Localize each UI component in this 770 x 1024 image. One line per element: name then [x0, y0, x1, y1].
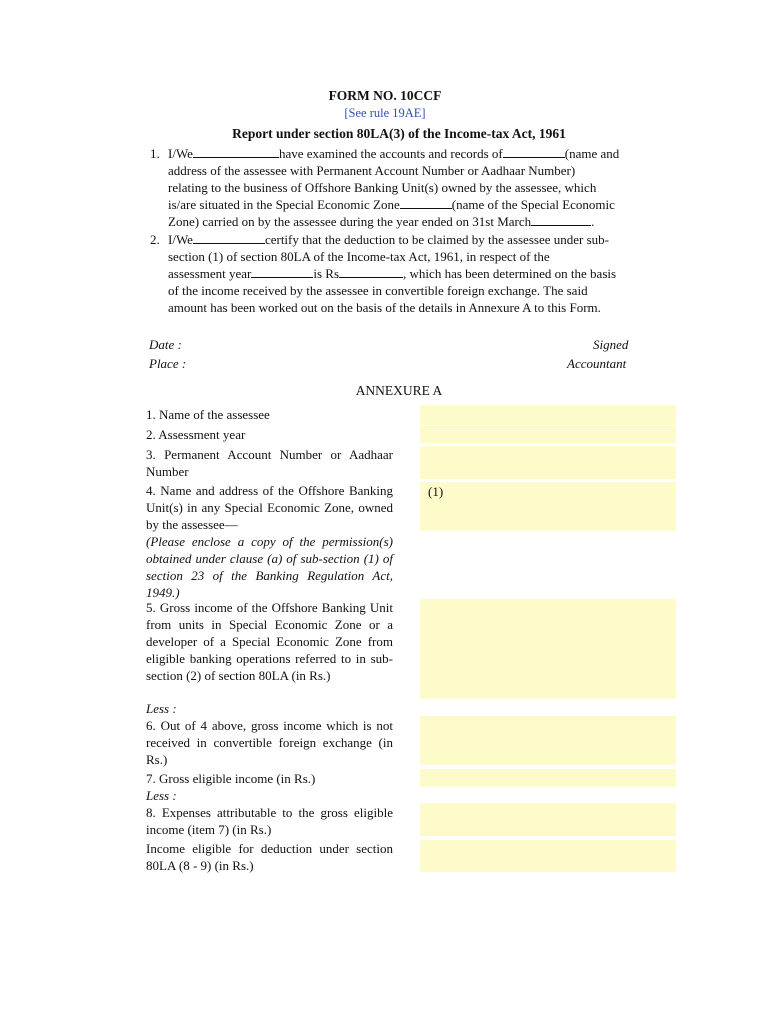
annexure-item-5-label: 5. Gross income of the Offshore Banking Unit from units in Special Economic Zone or a developer of a Special Economic Zone from eligible banking operations referred to in sub-section (2) of section 80LA (in Rs.) — [146, 600, 393, 683]
assessment-year-blank[interactable] — [251, 265, 313, 278]
declaration-text: is/are situated in the Special Economic Zone — [168, 197, 400, 212]
report-title: Report under section 80LA(3) of the Income-tax Act, 1961 — [232, 126, 566, 141]
year-end-blank[interactable] — [531, 213, 591, 226]
declaration-text: Zone) carried on by the assessee during the year ended on 31st March — [168, 214, 532, 229]
obu-name-address-field[interactable] — [420, 482, 676, 531]
name-blank[interactable] — [193, 231, 265, 244]
declaration-text: have examined the accounts and records of — [278, 146, 503, 161]
annexure-item-3-label: 3. Permanent Account Number or Aadhaar Number — [146, 447, 393, 479]
annexure-item-4-note: (Please enclose a copy of the permission(s) obtained under clause (a) of sub-section (1) of section 23 of the Banking Regulation Act, 1949.) — [146, 534, 393, 600]
declaration-text: of the income received by the assessee in convertible foreign exchange. The said — [168, 283, 588, 298]
annexure-item-4-label: 4. Name and address of the Offshore Banking Unit(s) in any Special Economic Zone, owned by the assessee— — [146, 483, 393, 532]
annexure-item-8 — [146, 787, 393, 838]
less-label: Less : — [146, 788, 177, 803]
declaration-number: 1. — [150, 146, 160, 161]
rule-reference: [See rule 19AE] — [344, 106, 426, 120]
declaration-text: is Rs — [313, 266, 340, 281]
declaration-1 — [150, 145, 652, 230]
gross-income-field[interactable] — [420, 599, 676, 699]
name-blank[interactable] — [193, 145, 279, 158]
declaration-number: 2. — [150, 232, 160, 247]
obu-entry-number: (1) — [428, 484, 444, 499]
declaration-text: section (1) of section 80LA of the Income-tax Act, 1961, in respect of the — [168, 249, 550, 264]
annexure-item-7-label: 7. Gross eligible income (in Rs.) — [146, 771, 316, 786]
annexure-heading: ANNEXURE A — [355, 383, 443, 398]
declaration-text: I/We — [168, 146, 193, 161]
place-label: Place : — [149, 356, 187, 371]
assessee-name-field[interactable] — [420, 405, 676, 425]
declaration-text: certify that the deduction to be claimed by the assessee under sub- — [264, 232, 609, 247]
form-title: FORM NO. 10CCF — [328, 88, 442, 103]
assessee-name-blank[interactable] — [503, 145, 565, 158]
eligible-income-field[interactable] — [420, 840, 676, 872]
annexure-item-1-label: 1. Name of the assessee — [146, 407, 270, 422]
declaration-2 — [150, 231, 652, 316]
signed-label: Signed — [593, 337, 629, 352]
sez-name-blank[interactable] — [400, 196, 452, 209]
declaration-text: relating to the business of Offshore Banking Unit(s) owned by the assessee, which — [168, 180, 597, 195]
accountant-label: Accountant — [567, 356, 627, 371]
declaration-text: , which has been determined on the basis — [403, 266, 617, 281]
declaration-text: amount has been worked out on the basis of the details in Annexure A to this Form. — [168, 300, 601, 315]
annexure-item-2-label: 2. Assessment year — [146, 427, 246, 442]
pan-aadhaar-field[interactable] — [420, 446, 676, 479]
assessment-year-field[interactable] — [420, 426, 676, 443]
declaration-text: (name of the Special Economic — [451, 197, 615, 212]
annexure-item-4 — [146, 482, 393, 601]
amount-blank[interactable] — [339, 265, 403, 278]
declaration-text: (name and — [564, 146, 620, 161]
date-label: Date : — [149, 337, 182, 352]
annexure-item-6 — [146, 700, 393, 768]
annexure-item-9-label: Income eligible for deduction under section 80LA (8 - 9) (in Rs.) — [146, 841, 393, 873]
annexure-item-8-label: 8. Expenses attributable to the gross eligible income (item 7) (in Rs.) — [146, 805, 393, 837]
declaration-text: I/We — [168, 232, 193, 247]
non-convertible-income-field[interactable] — [420, 716, 676, 765]
declaration-text: assessment year — [168, 266, 252, 281]
gross-eligible-income-field[interactable] — [420, 769, 676, 787]
declaration-text: address of the assessee with Permanent Account Number or Aadhaar Number) — [168, 163, 576, 178]
declaration-text: . — [591, 214, 595, 229]
annexure-item-6-label: 6. Out of 4 above, gross income which is not received in convertible foreign exchange (in Rs.) — [146, 718, 393, 767]
expenses-field[interactable] — [420, 803, 676, 836]
less-label: Less : — [146, 701, 177, 716]
